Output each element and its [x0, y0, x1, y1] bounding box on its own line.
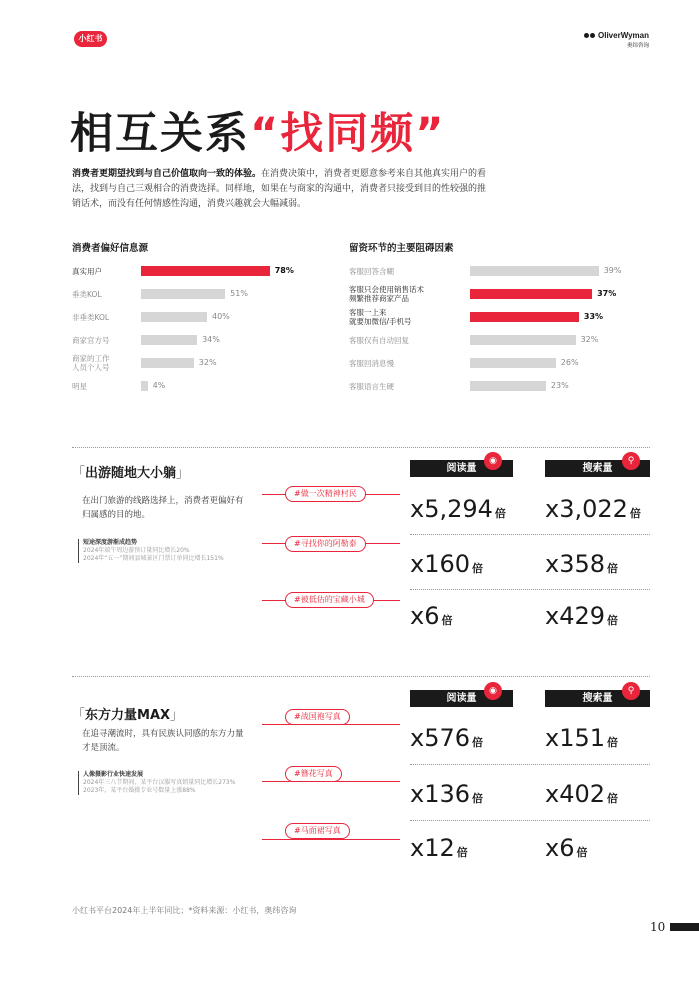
row-divider — [410, 589, 650, 590]
bar — [141, 266, 270, 276]
section-note — [78, 771, 278, 795]
bar — [141, 335, 197, 345]
bar-label: 明星 — [72, 381, 87, 391]
hashtag: #做一次精神村民 — [285, 486, 366, 502]
search-multiplier: x6 倍 — [545, 834, 588, 862]
note-line: 2024年“五一”期间县城景区门票订单同比增长151% — [83, 555, 224, 562]
section-title: 「东方力量MAX」 — [72, 708, 184, 723]
oliver-wyman-logo — [584, 31, 649, 49]
hashtag: #被低估的宝藏小城 — [285, 592, 374, 608]
bar-label: 客服仅有自动回复 — [349, 335, 409, 345]
note-head: 短途深度游渐成趋势 — [83, 539, 138, 546]
hashtag: #战国袍写真 — [285, 709, 350, 725]
row-divider — [410, 764, 650, 765]
bar-value-label: 4% — [152, 381, 166, 390]
intro-paragraph — [72, 167, 492, 212]
read-multiplier: x5,294 倍 — [410, 495, 506, 523]
hashtag: #马面裙写真 — [285, 823, 350, 839]
bar-label: 客服语言生硬 — [349, 381, 394, 391]
section-title: 「出游随地大小躺」 — [72, 466, 190, 481]
bar-label: 客服回答含糊 — [349, 266, 394, 276]
chart-title-right: 留资环节的主要阻碍因素 — [349, 243, 454, 254]
bar — [470, 335, 576, 345]
oliver-wyman-mark-icon — [584, 33, 595, 38]
bar-value-label: 26% — [560, 358, 579, 367]
header-search-count: 搜索量 — [545, 690, 650, 707]
read-multiplier: x6 倍 — [410, 602, 453, 630]
bar — [470, 381, 546, 391]
brand-name: OliverWyman — [598, 31, 649, 40]
hashtag: #簪花写真 — [285, 766, 342, 782]
search-multiplier: x358 倍 — [545, 550, 619, 578]
section-divider — [72, 447, 650, 448]
bar-label: 客服只会使用销售话术 频繁推荐商家产品 — [349, 285, 424, 303]
note-line: 2024年端午周边游预订量同比增长20% — [83, 547, 190, 554]
bar — [141, 381, 148, 391]
bar-value-label: 40% — [212, 312, 230, 321]
bar-value-label: 78% — [274, 266, 294, 275]
section-divider — [72, 676, 650, 677]
bar-value-label: 51% — [230, 289, 248, 298]
bar-label: 客服一上来 就要加微信/手机号 — [349, 308, 412, 326]
page-bar — [670, 923, 699, 931]
read-multiplier: x160 倍 — [410, 550, 484, 578]
search-icon: ⚲ — [622, 682, 640, 700]
section-desc: 在追寻潮流时，具有民族认同感的东方力量才是顶流。 — [82, 729, 244, 753]
page-title — [70, 100, 446, 161]
section-note — [78, 539, 268, 563]
hashtag: #寻找你的阿勒泰 — [285, 536, 366, 552]
note-line: 2023年，某平台婚摄专业号数量上涨88% — [83, 787, 196, 794]
bar — [470, 358, 556, 368]
section-title-text: 出游随地大小躺 — [85, 466, 177, 481]
xiaohongshu-logo: 小红书 — [74, 31, 107, 47]
eye-icon: ◉ — [484, 682, 502, 700]
bar-value-label: 37% — [597, 289, 617, 298]
note-line: 2024年三八节期间，某平台汉服写真销量同比增长273% — [83, 779, 236, 786]
eye-icon: ◉ — [484, 452, 502, 470]
header-read-count: 阅读量 — [410, 460, 513, 477]
header-search-count: 搜索量 — [545, 460, 650, 477]
intro-bold: 消费者更期望找到与自己价值取向一致的体验。 — [72, 169, 262, 179]
note-head: 人像摄影行业快速发展 — [83, 771, 144, 778]
bar-label: 客服回消息慢 — [349, 358, 394, 368]
bar-label: 垂类KOL — [72, 289, 102, 299]
bar-value-label: 32% — [198, 358, 217, 367]
search-multiplier: x402 倍 — [545, 780, 619, 808]
read-multiplier: x576 倍 — [410, 724, 484, 752]
bar-label: 商家官方号 — [72, 335, 110, 345]
title-accent: “找同频” — [250, 109, 446, 159]
search-multiplier: x3,022 倍 — [545, 495, 641, 523]
bar-value-label: 34% — [202, 335, 220, 344]
bar — [470, 289, 592, 299]
search-icon: ⚲ — [622, 452, 640, 470]
chart-title-left: 消费者偏好信息源 — [72, 243, 149, 254]
bar-label: 商家的工作 人员个人号 — [72, 354, 110, 372]
bar — [141, 289, 225, 299]
bar-value-label: 33% — [583, 312, 604, 321]
search-multiplier: x151 倍 — [545, 724, 619, 752]
bar — [470, 266, 599, 276]
bar-value-label: 32% — [580, 335, 599, 344]
search-multiplier: x429 倍 — [545, 602, 619, 630]
row-divider — [410, 534, 650, 535]
title-main: 相互关系 — [70, 109, 250, 159]
row-divider — [410, 820, 650, 821]
section-title-text: 东方力量MAX — [85, 708, 171, 723]
bar — [141, 312, 207, 322]
section-desc: 在出门旅游的线路选择上，消费者更偏好有归属感的目的地。 — [82, 496, 244, 520]
header-read-count: 阅读量 — [410, 690, 513, 707]
bar-value-label: 39% — [603, 266, 622, 275]
page-number: 10 — [650, 920, 666, 934]
read-multiplier: x136 倍 — [410, 780, 484, 808]
intro-text: 在消费决策中，消费者更愿意参考来自其他真实用户的看法，找到与自己三观相合的消费选择。同样地，如果在与商家的沟通中，消费者只接受到目的性较强的推销话术，而没有任何情感性沟通，消费兴趣就会大幅减弱。 — [72, 169, 487, 209]
bar-label: 真实用户 — [72, 266, 102, 276]
bar — [141, 358, 194, 368]
brand-sub: 奥纬咨询 — [626, 43, 649, 49]
bar-value-label: 23% — [550, 381, 569, 390]
read-multiplier: x12 倍 — [410, 834, 468, 862]
tag-connector — [262, 839, 400, 840]
footer-source: 小红书平台2024年上半年同比；*资料来源：小红书，奥纬咨询 — [72, 906, 297, 915]
bar — [470, 312, 579, 322]
bar-label: 非垂类KOL — [72, 312, 110, 322]
